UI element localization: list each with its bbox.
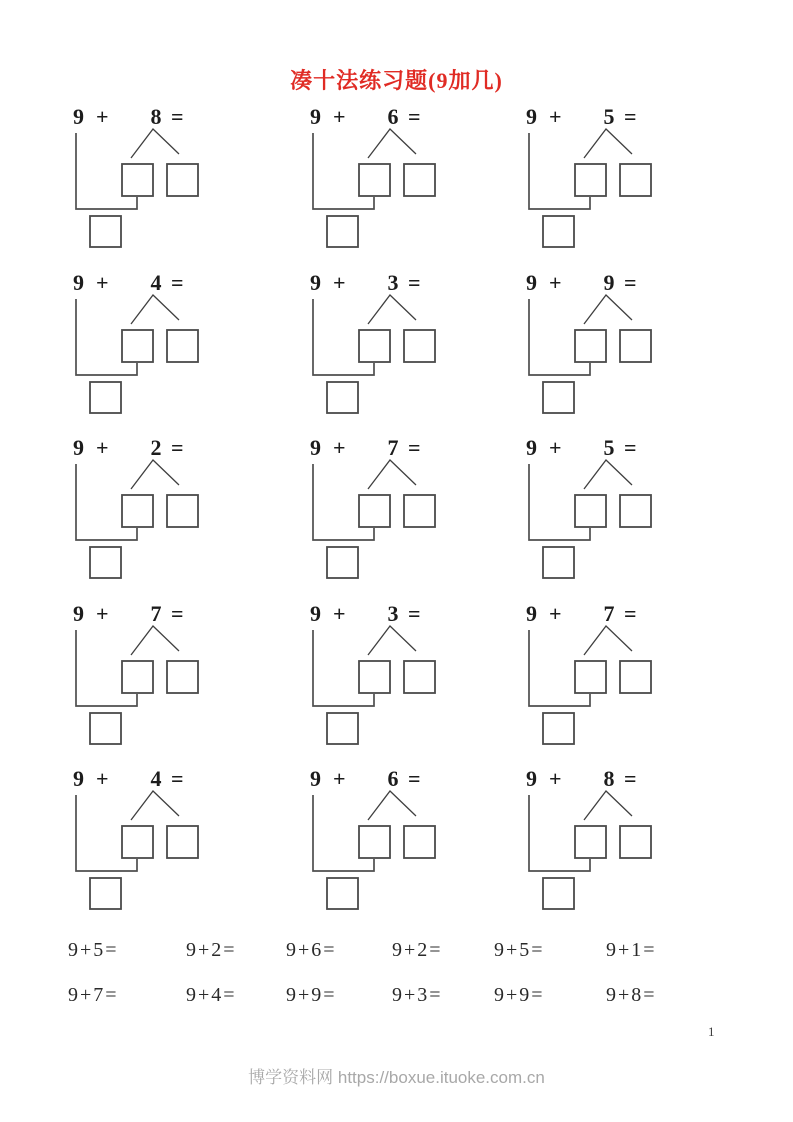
plus-sign: + [333, 270, 346, 295]
first-addend: 9 [310, 104, 321, 129]
answer-box-left [359, 661, 390, 693]
second-addend: 5 [603, 435, 615, 460]
answer-box-right [167, 826, 198, 858]
equals-sign: = [408, 601, 421, 626]
first-addend: 9 [73, 104, 84, 129]
answer-box-right [404, 164, 435, 196]
answer-box-left [122, 330, 153, 362]
first-addend: 9 [310, 766, 321, 791]
first-addend: 9 [310, 435, 321, 460]
oral-equation: 9+7= [68, 984, 119, 1006]
number-bond-diagram [518, 621, 668, 756]
answer-box-bottom [543, 547, 574, 578]
number-bond-diagram [302, 786, 452, 921]
number-bond-diagram [518, 455, 668, 590]
plus-sign: + [333, 601, 346, 626]
equals-sign: = [171, 766, 184, 791]
answer-box-bottom [543, 216, 574, 247]
oral-equation: 9+3= [392, 984, 443, 1006]
page-number: 1 [708, 1024, 715, 1039]
oral-equation: 9+2= [392, 939, 443, 961]
answer-box-right [404, 495, 435, 527]
number-bond-diagram [518, 124, 668, 259]
oral-equation: 9+9= [494, 984, 545, 1006]
answer-box-bottom [90, 547, 121, 578]
number-bond-diagram [518, 290, 668, 425]
problem-cell [65, 104, 277, 264]
answer-box-bottom [90, 382, 121, 413]
first-addend: 9 [526, 435, 537, 460]
problem-cell [518, 270, 730, 430]
first-addend: 9 [526, 766, 537, 791]
second-addend: 2 [150, 435, 162, 460]
equals-sign: = [171, 435, 184, 460]
problem-cell [302, 601, 514, 761]
equals-sign: = [408, 104, 421, 129]
answer-box-bottom [327, 713, 358, 744]
answer-box-bottom [543, 878, 574, 909]
answer-box-bottom [327, 547, 358, 578]
plus-sign: + [333, 766, 346, 791]
answer-box-bottom [327, 216, 358, 247]
plus-sign: + [549, 601, 562, 626]
first-addend: 9 [526, 601, 537, 626]
answer-box-left [359, 164, 390, 196]
second-addend: 7 [150, 601, 162, 626]
first-addend: 9 [310, 601, 321, 626]
answer-box-bottom [543, 713, 574, 744]
answer-box-right [167, 661, 198, 693]
first-addend: 9 [73, 601, 84, 626]
first-addend: 9 [73, 766, 84, 791]
number-bond-diagram [65, 786, 215, 921]
problem-cell [65, 270, 277, 430]
equals-sign: = [624, 435, 637, 460]
equals-sign: = [171, 270, 184, 295]
second-addend: 6 [387, 104, 399, 129]
second-addend: 7 [603, 601, 615, 626]
plus-sign: + [96, 435, 109, 460]
number-bond-diagram [65, 124, 215, 259]
answer-box-left [359, 826, 390, 858]
problem-cell [518, 435, 730, 595]
second-addend: 3 [387, 270, 399, 295]
number-bond-diagram [65, 290, 215, 425]
problem-cell [302, 766, 514, 926]
answer-box-right [620, 495, 651, 527]
number-bond-diagram [65, 621, 215, 756]
second-addend: 4 [150, 766, 162, 791]
answer-box-bottom [327, 878, 358, 909]
page-title: 凑十法练习题(9加几) [290, 68, 503, 93]
equals-sign: = [171, 601, 184, 626]
first-addend: 9 [73, 270, 84, 295]
plus-sign: + [549, 766, 562, 791]
answer-box-bottom [90, 713, 121, 744]
answer-box-bottom [90, 216, 121, 247]
answer-box-left [575, 826, 606, 858]
second-addend: 3 [387, 601, 399, 626]
answer-box-left [122, 661, 153, 693]
problem-cell [65, 766, 277, 926]
number-bond-diagram [302, 621, 452, 756]
second-addend: 5 [603, 104, 615, 129]
problem-cell [518, 766, 730, 926]
first-addend: 9 [526, 270, 537, 295]
oral-equation: 9+6= [286, 939, 337, 961]
plus-sign: + [333, 435, 346, 460]
problem-cell [302, 104, 514, 264]
answer-box-right [620, 661, 651, 693]
plus-sign: + [96, 104, 109, 129]
answer-box-right [167, 330, 198, 362]
equals-sign: = [624, 601, 637, 626]
number-bond-diagram [302, 290, 452, 425]
plus-sign: + [549, 104, 562, 129]
answer-box-left [575, 661, 606, 693]
answer-box-left [122, 495, 153, 527]
answer-box-right [167, 495, 198, 527]
second-addend: 8 [603, 766, 615, 791]
answer-box-right [620, 330, 651, 362]
equals-sign: = [624, 766, 637, 791]
answer-box-left [359, 495, 390, 527]
answer-box-left [575, 164, 606, 196]
number-bond-diagram [302, 455, 452, 590]
answer-box-left [359, 330, 390, 362]
oral-equation: 9+4= [186, 984, 237, 1006]
equals-sign: = [624, 270, 637, 295]
plus-sign: + [549, 270, 562, 295]
oral-equation: 9+8= [606, 984, 657, 1006]
footer-watermark: 博学资料网 https://boxue.ituoke.com.cn [248, 1068, 545, 1087]
answer-box-right [404, 661, 435, 693]
second-addend: 7 [387, 435, 399, 460]
answer-box-right [167, 164, 198, 196]
problem-cell [518, 601, 730, 761]
oral-equation: 9+5= [494, 939, 545, 961]
answer-box-right [404, 826, 435, 858]
number-bond-diagram [302, 124, 452, 259]
oral-equation: 9+1= [606, 939, 657, 961]
answer-box-bottom [327, 382, 358, 413]
first-addend: 9 [73, 435, 84, 460]
problem-cell [65, 435, 277, 595]
answer-box-right [404, 330, 435, 362]
problem-cell [302, 435, 514, 595]
first-addend: 9 [526, 104, 537, 129]
equals-sign: = [408, 766, 421, 791]
plus-sign: + [96, 766, 109, 791]
answer-box-right [620, 826, 651, 858]
answer-box-left [122, 826, 153, 858]
equals-sign: = [624, 104, 637, 129]
answer-box-bottom [90, 878, 121, 909]
first-addend: 9 [310, 270, 321, 295]
answer-box-left [122, 164, 153, 196]
second-addend: 9 [603, 270, 615, 295]
oral-equation: 9+5= [68, 939, 119, 961]
problem-cell [518, 104, 730, 264]
plus-sign: + [96, 601, 109, 626]
answer-box-left [575, 330, 606, 362]
answer-box-left [575, 495, 606, 527]
plus-sign: + [333, 104, 346, 129]
oral-equation: 9+2= [186, 939, 237, 961]
oral-equation: 9+9= [286, 984, 337, 1006]
equals-sign: = [171, 104, 184, 129]
number-bond-diagram [518, 786, 668, 921]
equals-sign: = [408, 435, 421, 460]
number-bond-diagram [65, 455, 215, 590]
plus-sign: + [96, 270, 109, 295]
answer-box-right [620, 164, 651, 196]
second-addend: 8 [150, 104, 162, 129]
problem-cell [65, 601, 277, 761]
problem-cell [302, 270, 514, 430]
answer-box-bottom [543, 382, 574, 413]
equals-sign: = [408, 270, 421, 295]
second-addend: 4 [150, 270, 162, 295]
second-addend: 6 [387, 766, 399, 791]
plus-sign: + [549, 435, 562, 460]
